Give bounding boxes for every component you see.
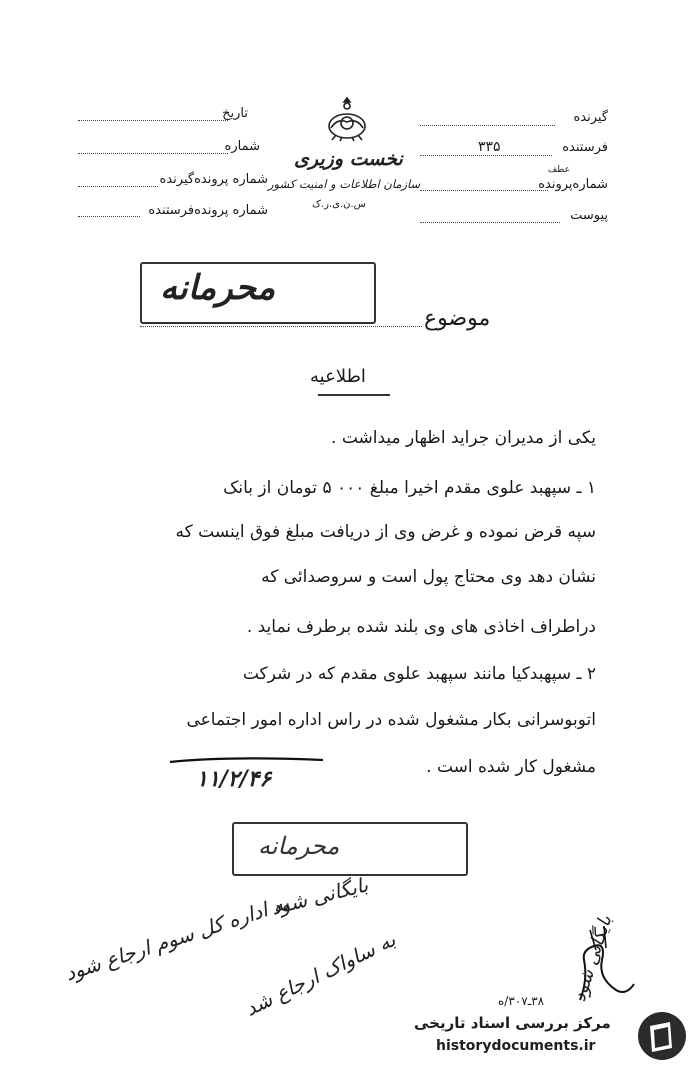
body-line-1: ۱ ـ سپهبد علوی مقدم اخیرا مبلغ ۰۰۰ ۵ تومان از بانک <box>223 478 596 498</box>
bottom-stamp-text: محرمانه <box>258 832 340 860</box>
body-line-5: ۲ ـ سپهبدکیا مانند سپهبد علوی مقدم که در شرکت <box>242 664 596 684</box>
number-line <box>78 153 228 154</box>
sender-label: فرستنده <box>562 140 608 155</box>
attachment-label: پیوست <box>570 208 608 223</box>
receiver-line <box>420 125 555 126</box>
handwritten-date: ۱۱/۲/۴۶ <box>196 766 272 792</box>
file-note-label: عطف <box>547 165 570 175</box>
receiver-file-line <box>78 186 158 187</box>
subject-label: موضوع <box>424 306 491 331</box>
body-line-4: دراطراف اخاذی های وی بلند شده برطرف نماید . <box>246 617 596 637</box>
file-number-line <box>420 190 548 191</box>
notice-title: اطلاعیه <box>310 366 366 387</box>
archive-logo-icon <box>636 1010 688 1062</box>
sender-file-line <box>78 216 140 217</box>
date-label: تاریخ <box>222 106 248 121</box>
annotation-line2: به ساواک ارجاع شد <box>241 927 400 1021</box>
emblem-code: س.ن.ی.ر.ک <box>312 199 366 210</box>
annotation-line1: بایگانی شود <box>268 872 371 920</box>
receiver-file-label: شماره پرونده‌گیرنده <box>159 172 268 187</box>
lion-and-sun-icon <box>322 95 372 143</box>
notice-underline <box>318 394 390 396</box>
sender-line <box>420 155 552 156</box>
annotation-line3: به اداره کل سوم ارجاع شود <box>62 890 292 986</box>
body-line-2: سپه قرض نموده و غرض وی از دریافت مبلغ فوق اینست که <box>175 522 596 542</box>
body-line-6: اتوبوسرانی بکار مشغول شده در راس اداره امور اجتماعی <box>186 710 596 730</box>
watermark-title: مرکز بررسی اسناد تاریخی <box>414 1014 611 1032</box>
attachment-line <box>420 222 560 223</box>
reference-number: ۳۸ـ۳۰۷/ه <box>498 994 545 1008</box>
receiver-label: گیرنده <box>573 110 608 125</box>
sender-file-label: شماره پرونده‌فرستنده <box>148 203 268 218</box>
emblem-title: نخست وزیری <box>294 148 403 170</box>
watermark-url: historydocuments.ir <box>436 1038 596 1054</box>
date-line <box>78 120 228 121</box>
annotation-right-note: بایگانی شود <box>568 912 617 1005</box>
body-line-7: مشغول کار شده است . <box>426 757 596 777</box>
file-number-label: شماره‌پرونده <box>538 177 608 192</box>
body-line-3: نشان دهد وی محتاج پول است و سروصدائی که <box>261 567 596 587</box>
number-label: شماره <box>224 139 260 154</box>
body-line-0: یکی از مدیران جراید اظهار میداشت . <box>331 428 596 448</box>
confidential-stamp-text: محرمانه <box>160 268 276 308</box>
signature <box>570 920 640 1010</box>
subject-line <box>140 326 422 327</box>
emblem-subtitle: سازمان اطلاعات و امنیت کشور <box>268 177 421 191</box>
sender-value: ۳۳۵ <box>478 139 501 155</box>
